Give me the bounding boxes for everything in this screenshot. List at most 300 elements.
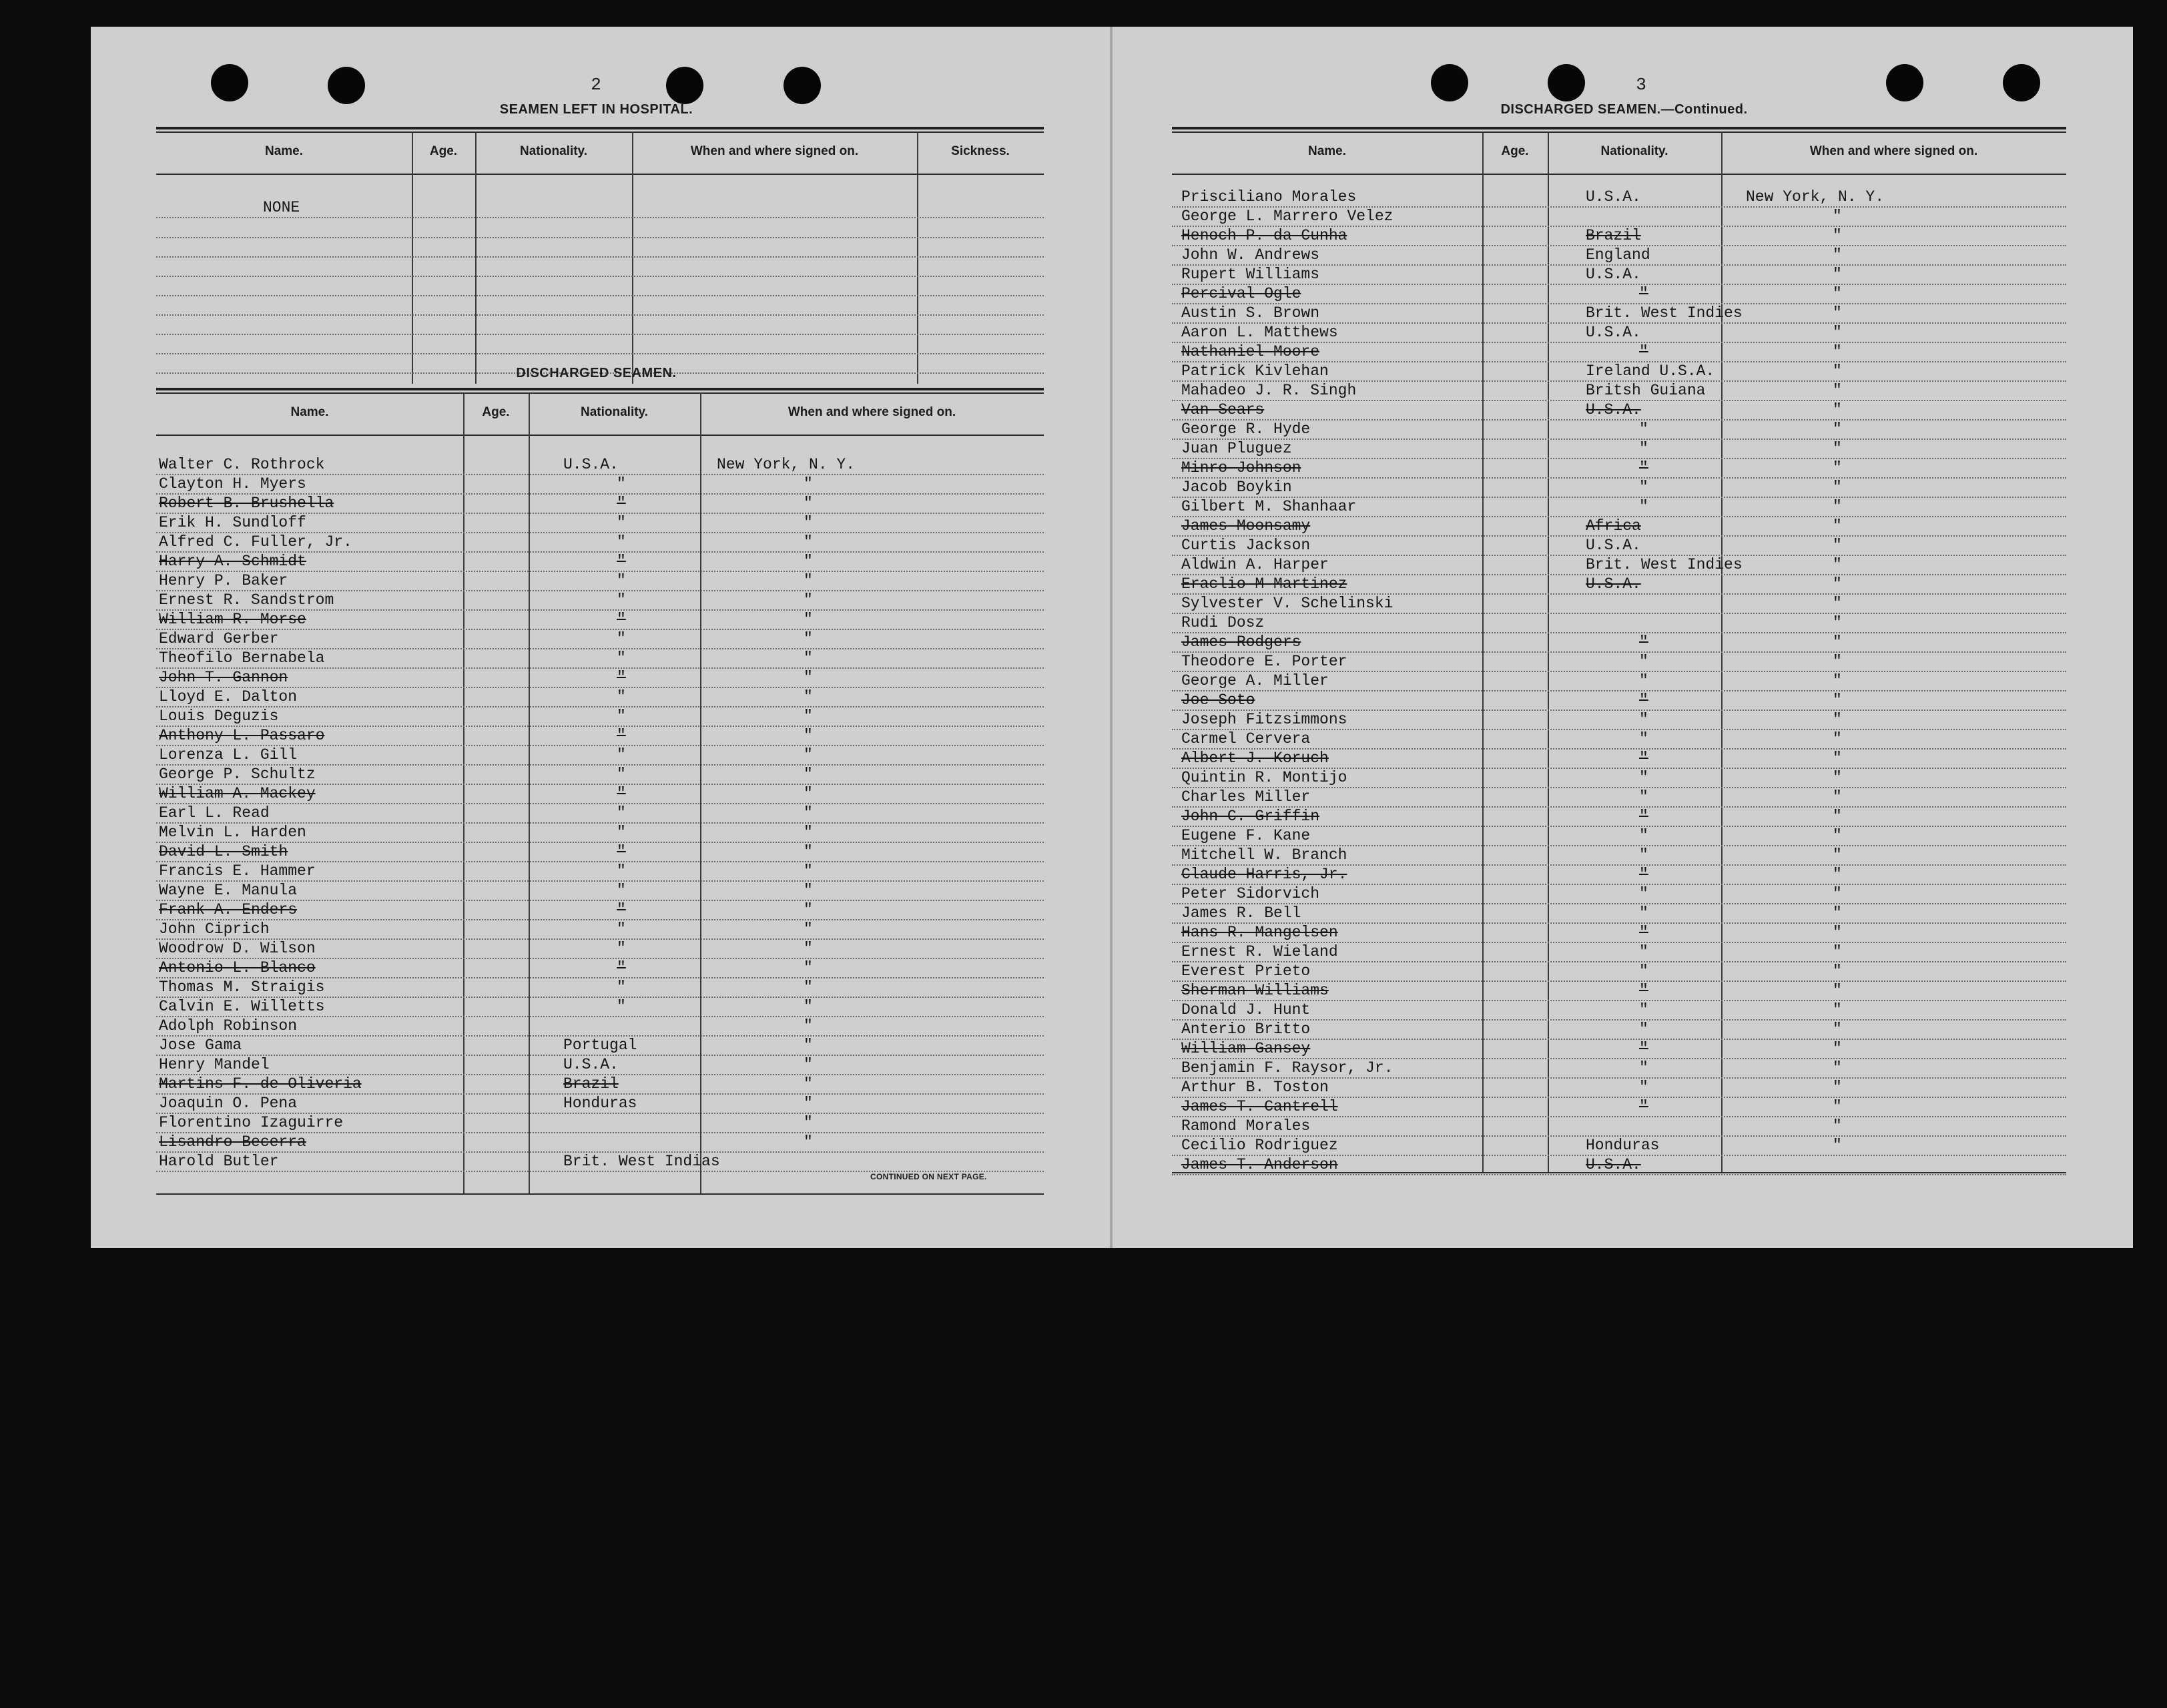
seaman-signed-on: " bbox=[1833, 962, 1842, 980]
table-row bbox=[156, 1093, 1044, 1114]
seaman-name: John C. Griffin bbox=[1181, 808, 1320, 825]
seaman-nationality: " bbox=[1639, 459, 1648, 477]
seaman-nationality: U.S.A. bbox=[1586, 401, 1641, 418]
seaman-nationality: " bbox=[617, 611, 626, 628]
seaman-signed-on: " bbox=[804, 978, 813, 996]
col-header-signed-on: When and where signed on. bbox=[690, 144, 859, 158]
seaman-nationality: Brit. West Indias bbox=[563, 1153, 720, 1170]
seaman-signed-on: " bbox=[1833, 711, 1842, 728]
seaman-nationality: " bbox=[617, 901, 626, 918]
seaman-signed-on: " bbox=[1833, 866, 1842, 883]
seaman-nationality: " bbox=[617, 959, 626, 976]
table-row bbox=[156, 474, 1044, 495]
table-row bbox=[156, 997, 1044, 1017]
table-row bbox=[1172, 613, 2066, 633]
table-row bbox=[1172, 1039, 2066, 1059]
seaman-nationality: Britsh Guiana bbox=[1586, 382, 1706, 399]
table-row bbox=[156, 609, 1044, 630]
seaman-name: William R. Morse bbox=[159, 611, 306, 628]
table-row bbox=[156, 919, 1044, 940]
seaman-nationality: " bbox=[1639, 479, 1648, 496]
seaman-signed-on: " bbox=[804, 727, 813, 744]
seaman-signed-on: " bbox=[1833, 517, 1842, 535]
seaman-nationality: " bbox=[1639, 904, 1648, 922]
seaman-signed-on: " bbox=[804, 1075, 813, 1093]
seaman-nationality: " bbox=[617, 727, 626, 744]
seaman-signed-on: " bbox=[804, 630, 813, 647]
seaman-name: Austin S. Brown bbox=[1181, 304, 1320, 322]
seaman-nationality: " bbox=[1639, 343, 1648, 360]
seaman-nationality: " bbox=[617, 688, 626, 705]
seaman-signed-on: " bbox=[804, 1017, 813, 1035]
seaman-name: Erik H. Sundloff bbox=[159, 514, 306, 531]
seaman-name: George A. Miller bbox=[1181, 672, 1329, 689]
col-header-nationality: Nationality. bbox=[1600, 144, 1668, 158]
table-row bbox=[1172, 1097, 2066, 1117]
continued-note: CONTINUED ON NEXT PAGE. bbox=[870, 1172, 987, 1181]
col-header-nationality: Nationality. bbox=[581, 405, 648, 419]
seaman-signed-on: " bbox=[804, 862, 813, 880]
seaman-signed-on: " bbox=[1833, 614, 1842, 631]
seaman-name: James T. Anderson bbox=[1181, 1156, 1338, 1173]
seaman-signed-on: " bbox=[1833, 1117, 1842, 1135]
table-row bbox=[1172, 748, 2066, 769]
table-row bbox=[1172, 419, 2066, 440]
seaman-name: Henry P. Baker bbox=[159, 572, 288, 589]
seaman-name: William Gansey bbox=[1181, 1040, 1311, 1057]
table-row bbox=[156, 629, 1044, 649]
seaman-nationality: " bbox=[1639, 285, 1648, 302]
table-row bbox=[1172, 187, 2066, 208]
seaman-name: Louis Deguzis bbox=[159, 707, 279, 725]
seaman-nationality: " bbox=[617, 940, 626, 957]
seaman-signed-on: " bbox=[804, 475, 813, 493]
seaman-nationality: " bbox=[617, 533, 626, 551]
seaman-name: Ernest R. Wieland bbox=[1181, 943, 1338, 960]
table-row bbox=[1172, 980, 2066, 1001]
col-header-name: Name. bbox=[264, 144, 304, 158]
seaman-signed-on: " bbox=[1833, 1040, 1842, 1057]
table-row bbox=[156, 314, 1044, 335]
table-row bbox=[156, 706, 1044, 727]
table-row bbox=[156, 1151, 1044, 1172]
seaman-name: Aldwin A. Harper bbox=[1181, 556, 1329, 573]
seaman-name: Henoch P. da Cunha bbox=[1181, 227, 1347, 244]
seaman-signed-on: " bbox=[804, 572, 813, 589]
seaman-name: Joaquin O. Pena bbox=[159, 1095, 298, 1112]
seaman-name: Frank A. Enders bbox=[159, 901, 298, 918]
seaman-signed-on: " bbox=[804, 669, 813, 686]
seaman-nationality: " bbox=[1639, 827, 1648, 844]
hospital-section-title: SEAMEN LEFT IN HOSPITAL. bbox=[499, 102, 693, 117]
table-row bbox=[1172, 651, 2066, 672]
seaman-nationality: " bbox=[617, 862, 626, 880]
table-row bbox=[1172, 671, 2066, 691]
seaman-nationality: Brazil bbox=[1586, 227, 1641, 244]
seaman-name: Calvin E. Willetts bbox=[159, 998, 325, 1015]
col-header-age: Age. bbox=[1501, 144, 1529, 158]
seaman-name: Anthony L. Passaro bbox=[159, 727, 325, 744]
table-row bbox=[1172, 400, 2066, 420]
seaman-signed-on: " bbox=[1833, 846, 1842, 864]
seaman-name: William A. Mackey bbox=[159, 785, 316, 802]
table-row bbox=[156, 667, 1044, 688]
seaman-nationality: " bbox=[1639, 866, 1648, 883]
seaman-signed-on: " bbox=[1833, 401, 1842, 418]
table-row bbox=[1172, 226, 2066, 246]
table-row bbox=[156, 1113, 1044, 1133]
seaman-name: Cecilio Rodriguez bbox=[1181, 1137, 1338, 1154]
page-number: 2 bbox=[591, 75, 601, 95]
seaman-nationality: England bbox=[1586, 246, 1650, 264]
seaman-name: Minro Johnson bbox=[1181, 459, 1301, 477]
table-row bbox=[1172, 632, 2066, 653]
table-row bbox=[156, 861, 1044, 882]
seaman-name: Melvin L. Harden bbox=[159, 824, 306, 841]
seaman-name: George R. Hyde bbox=[1181, 420, 1311, 438]
table-row bbox=[1172, 903, 2066, 924]
seaman-name: David L. Smith bbox=[159, 843, 288, 860]
seaman-name: Florentino Izaguirre bbox=[159, 1114, 344, 1131]
discharged-section-title: DISCHARGED SEAMEN. bbox=[516, 366, 677, 380]
seaman-name: Peter Sidorvich bbox=[1181, 885, 1320, 902]
seaman-nationality: Ireland U.S.A. bbox=[1586, 362, 1715, 380]
table-row bbox=[1172, 1058, 2066, 1079]
seaman-name: Alfred C. Fuller, Jr. bbox=[159, 533, 352, 551]
seaman-signed-on: " bbox=[804, 1037, 813, 1054]
seaman-name: Lorenza L. Gill bbox=[159, 746, 298, 764]
table-row bbox=[156, 334, 1044, 354]
seaman-nationality: Africa bbox=[1586, 517, 1641, 535]
hospital-entry: NONE bbox=[263, 199, 300, 216]
seaman-name: Eraclio M Martinez bbox=[1181, 575, 1347, 593]
seaman-signed-on: " bbox=[1833, 633, 1842, 651]
seaman-signed-on: " bbox=[1833, 556, 1842, 573]
seaman-nationality: " bbox=[1639, 633, 1648, 651]
seaman-nationality: " bbox=[1639, 885, 1648, 902]
table-row bbox=[1172, 884, 2066, 904]
table-row bbox=[156, 256, 1044, 277]
seaman-nationality: " bbox=[1639, 943, 1648, 960]
seaman-name: Walter C. Rothrock bbox=[159, 456, 325, 473]
seaman-signed-on: " bbox=[1833, 382, 1842, 399]
table-row bbox=[1172, 845, 2066, 866]
table-row bbox=[1172, 342, 2066, 362]
seaman-name: Gilbert M. Shanhaar bbox=[1181, 498, 1357, 515]
seaman-signed-on: " bbox=[1833, 730, 1842, 748]
seaman-name: Ramond Morales bbox=[1181, 1117, 1311, 1135]
seaman-name: Mitchell W. Branch bbox=[1181, 846, 1347, 864]
table-row bbox=[156, 687, 1044, 707]
seaman-signed-on: " bbox=[1833, 440, 1842, 457]
seaman-signed-on: " bbox=[1833, 750, 1842, 767]
seaman-name: Thomas M. Straigis bbox=[159, 978, 325, 996]
seaman-signed-on: " bbox=[1833, 1059, 1842, 1077]
page-fold bbox=[1110, 27, 1113, 1248]
table-row bbox=[156, 493, 1044, 514]
table-row bbox=[1172, 206, 2066, 227]
seaman-signed-on: " bbox=[804, 533, 813, 551]
seaman-signed-on: " bbox=[1833, 362, 1842, 380]
seaman-nationality: " bbox=[1639, 788, 1648, 806]
punch-hole bbox=[1886, 64, 1923, 101]
seaman-name: James R. Bell bbox=[1181, 904, 1301, 922]
seaman-signed-on: " bbox=[804, 1114, 813, 1131]
table-row bbox=[156, 977, 1044, 998]
discharged-table bbox=[156, 388, 1044, 1195]
table-row bbox=[1172, 380, 2066, 401]
seaman-signed-on: " bbox=[804, 495, 813, 512]
seaman-signed-on: " bbox=[1833, 924, 1842, 941]
seaman-signed-on: " bbox=[1833, 808, 1842, 825]
seaman-signed-on: " bbox=[804, 766, 813, 783]
seaman-name: Albert J. Koruch bbox=[1181, 750, 1329, 767]
punch-hole bbox=[784, 67, 821, 104]
table-row bbox=[1172, 574, 2066, 595]
seaman-signed-on: " bbox=[804, 785, 813, 802]
table-row bbox=[156, 842, 1044, 862]
seaman-signed-on: " bbox=[1833, 459, 1842, 477]
table-row bbox=[1172, 497, 2066, 517]
seaman-nationality: " bbox=[617, 475, 626, 493]
seaman-name: Joe Soto bbox=[1181, 691, 1255, 709]
table-row bbox=[156, 532, 1044, 553]
hospital-table bbox=[156, 127, 1044, 384]
seaman-nationality: " bbox=[1639, 1098, 1648, 1115]
seaman-signed-on: " bbox=[804, 611, 813, 628]
seaman-signed-on: " bbox=[1833, 904, 1842, 922]
table-row bbox=[1172, 826, 2066, 846]
table-row bbox=[1172, 787, 2066, 808]
seaman-name: Rudi Dosz bbox=[1181, 614, 1265, 631]
punch-hole bbox=[211, 64, 248, 101]
seaman-signed-on: " bbox=[1833, 575, 1842, 593]
seaman-nationality: " bbox=[617, 785, 626, 802]
seaman-name: Van Sears bbox=[1181, 401, 1265, 418]
seaman-name: Mahadeo J. R. Singh bbox=[1181, 382, 1357, 399]
col-header-sickness: Sickness. bbox=[951, 144, 1010, 158]
seaman-name: Nathaniel Moore bbox=[1181, 343, 1320, 360]
seaman-nationality: " bbox=[617, 978, 626, 996]
seaman-name: Hans R. Mangelsen bbox=[1181, 924, 1338, 941]
seaman-nationality: Portugal bbox=[563, 1037, 637, 1054]
seaman-signed-on: " bbox=[1833, 788, 1842, 806]
seaman-nationality: " bbox=[617, 824, 626, 841]
seaman-nationality: " bbox=[1639, 1021, 1648, 1038]
col-header-nationality: Nationality. bbox=[520, 144, 587, 158]
table-row bbox=[156, 513, 1044, 533]
seaman-signed-on: " bbox=[1833, 827, 1842, 844]
seaman-signed-on: " bbox=[1833, 285, 1842, 302]
seaman-name: Charles Miller bbox=[1181, 788, 1311, 806]
seaman-name: John T. Gannon bbox=[159, 669, 288, 686]
seaman-name: Adolph Robinson bbox=[159, 1017, 298, 1035]
punch-hole bbox=[2003, 64, 2040, 101]
seaman-nationality: U.S.A. bbox=[1586, 324, 1641, 341]
seaman-signed-on: " bbox=[1833, 246, 1842, 264]
seaman-nationality: " bbox=[1639, 730, 1648, 748]
seaman-name: Eugene F. Kane bbox=[1181, 827, 1311, 844]
seaman-name: James Rodgers bbox=[1181, 633, 1301, 651]
table-row bbox=[1172, 516, 2066, 537]
table-row bbox=[156, 1016, 1044, 1037]
seaman-nationality: " bbox=[617, 843, 626, 860]
seaman-name: John W. Andrews bbox=[1181, 246, 1320, 264]
seaman-name: Percival Ogle bbox=[1181, 285, 1301, 302]
seaman-nationality: U.S.A. bbox=[1586, 575, 1641, 593]
table-row bbox=[156, 198, 1044, 218]
seaman-nationality: " bbox=[1639, 672, 1648, 689]
seaman-signed-on: " bbox=[1833, 653, 1842, 670]
seaman-signed-on: " bbox=[1833, 324, 1842, 341]
table-row bbox=[1172, 1077, 2066, 1098]
table-row bbox=[1172, 806, 2066, 827]
table-row bbox=[156, 1035, 1044, 1056]
seaman-nationality: " bbox=[617, 804, 626, 822]
seaman-nationality: " bbox=[617, 649, 626, 667]
seaman-signed-on: " bbox=[1833, 537, 1842, 554]
table-row bbox=[1172, 690, 2066, 711]
seaman-signed-on: " bbox=[1833, 343, 1842, 360]
seaman-nationality: " bbox=[1639, 711, 1648, 728]
seaman-name: Prisciliano Morales bbox=[1181, 188, 1357, 206]
seaman-nationality: U.S.A. bbox=[1586, 537, 1641, 554]
seaman-name: Wayne E. Manula bbox=[159, 882, 298, 899]
seaman-signed-on: " bbox=[804, 843, 813, 860]
seaman-name: Ernest R. Sandstrom bbox=[159, 591, 334, 609]
punch-hole bbox=[328, 67, 365, 104]
table-row bbox=[156, 803, 1044, 824]
seaman-nationality: " bbox=[617, 514, 626, 531]
table-row bbox=[156, 938, 1044, 959]
seaman-nationality: " bbox=[1639, 1040, 1648, 1057]
seaman-nationality: " bbox=[617, 630, 626, 647]
table-row bbox=[1172, 284, 2066, 304]
seaman-signed-on: " bbox=[1833, 1001, 1842, 1019]
crew-list-sheet bbox=[91, 27, 2133, 1248]
table-row bbox=[1172, 961, 2066, 982]
table-row bbox=[1172, 477, 2066, 498]
col-header-signed-on: When and where signed on. bbox=[1809, 144, 1978, 158]
discharged-table-continued bbox=[1172, 127, 2066, 1175]
seaman-signed-on: " bbox=[804, 746, 813, 764]
seaman-signed-on: " bbox=[804, 920, 813, 938]
col-header-age: Age. bbox=[482, 405, 510, 419]
punch-hole bbox=[666, 67, 703, 104]
col-header-age: Age. bbox=[429, 144, 458, 158]
seaman-nationality: " bbox=[1639, 440, 1648, 457]
seaman-signed-on: " bbox=[804, 998, 813, 1015]
table-row bbox=[156, 900, 1044, 920]
seaman-nationality: " bbox=[1639, 750, 1648, 767]
seaman-nationality: " bbox=[617, 882, 626, 899]
table-row bbox=[156, 295, 1044, 316]
table-row bbox=[1172, 303, 2066, 324]
seaman-name: James Moonsamy bbox=[1181, 517, 1311, 535]
seaman-nationality: " bbox=[1639, 498, 1648, 515]
seaman-name: Earl L. Read bbox=[159, 804, 270, 822]
table-row bbox=[1172, 1019, 2066, 1040]
table-row bbox=[156, 648, 1044, 669]
table-row bbox=[1172, 709, 2066, 730]
seaman-nationality: " bbox=[617, 707, 626, 725]
seaman-name: Sylvester V. Schelinski bbox=[1181, 595, 1394, 612]
seaman-nationality: " bbox=[617, 746, 626, 764]
seaman-name: Carmel Cervera bbox=[1181, 730, 1311, 748]
seaman-name: Joseph Fitzsimmons bbox=[1181, 711, 1347, 728]
seaman-nationality: " bbox=[1639, 691, 1648, 709]
seaman-signed-on: " bbox=[1833, 227, 1842, 244]
seaman-signed-on: " bbox=[804, 1095, 813, 1112]
seaman-name: George P. Schultz bbox=[159, 766, 316, 783]
table-row bbox=[1172, 361, 2066, 382]
seaman-name: Anterio Britto bbox=[1181, 1021, 1311, 1038]
table-row bbox=[1172, 942, 2066, 962]
seaman-nationality: U.S.A. bbox=[563, 1056, 619, 1073]
seaman-signed-on: " bbox=[1833, 1079, 1842, 1096]
seaman-name: Antonio L. Blanco bbox=[159, 959, 316, 976]
table-row bbox=[156, 880, 1044, 901]
page-number: 3 bbox=[1636, 75, 1646, 95]
seaman-nationality: " bbox=[1639, 1079, 1648, 1096]
seaman-nationality: " bbox=[617, 669, 626, 686]
table-row bbox=[1172, 1000, 2066, 1021]
seaman-nationality: " bbox=[1639, 420, 1648, 438]
seaman-signed-on: " bbox=[804, 804, 813, 822]
seaman-signed-on: " bbox=[804, 901, 813, 918]
table-row bbox=[1172, 768, 2066, 788]
seaman-name: Quintin R. Montijo bbox=[1181, 769, 1347, 786]
seaman-signed-on: " bbox=[804, 959, 813, 976]
seaman-signed-on: " bbox=[804, 649, 813, 667]
seaman-nationality: " bbox=[1639, 1001, 1648, 1019]
seaman-nationality: " bbox=[1639, 962, 1648, 980]
table-row bbox=[1172, 535, 2066, 556]
seaman-name: Claude Harris, Jr. bbox=[1181, 866, 1347, 883]
table-row bbox=[156, 958, 1044, 978]
table-row bbox=[156, 590, 1044, 611]
table-row bbox=[1172, 458, 2066, 479]
seaman-signed-on: " bbox=[1833, 1021, 1842, 1038]
table-row bbox=[156, 784, 1044, 804]
table-row bbox=[156, 822, 1044, 843]
table-row bbox=[156, 237, 1044, 258]
table-row bbox=[156, 455, 1044, 475]
seaman-name: Curtis Jackson bbox=[1181, 537, 1311, 554]
seaman-name: Martins F. de Oliveria bbox=[159, 1075, 362, 1093]
table-row bbox=[156, 1055, 1044, 1075]
table-row bbox=[156, 745, 1044, 766]
seaman-signed-on: " bbox=[1833, 672, 1842, 689]
seaman-nationality: " bbox=[617, 998, 626, 1015]
col-header-name: Name. bbox=[290, 405, 329, 419]
seaman-signed-on: " bbox=[1833, 885, 1842, 902]
seaman-nationality: " bbox=[1639, 808, 1648, 825]
seaman-signed-on: New York, N. Y. bbox=[1746, 188, 1885, 206]
seaman-name: Arthur B. Toston bbox=[1181, 1079, 1329, 1096]
seaman-signed-on: " bbox=[804, 591, 813, 609]
seaman-signed-on: " bbox=[1833, 479, 1842, 496]
seaman-name: Benjamin F. Raysor, Jr. bbox=[1181, 1059, 1394, 1077]
punch-hole bbox=[1548, 64, 1585, 101]
seaman-nationality: U.S.A. bbox=[1586, 1156, 1641, 1173]
seaman-signed-on: " bbox=[804, 1133, 813, 1151]
seaman-signed-on: " bbox=[1833, 304, 1842, 322]
seaman-signed-on: " bbox=[1833, 691, 1842, 709]
seaman-signed-on: " bbox=[804, 882, 813, 899]
seaman-name: Clayton H. Myers bbox=[159, 475, 306, 493]
discharged-continued-title: DISCHARGED SEAMEN.—Continued. bbox=[1500, 102, 1748, 117]
